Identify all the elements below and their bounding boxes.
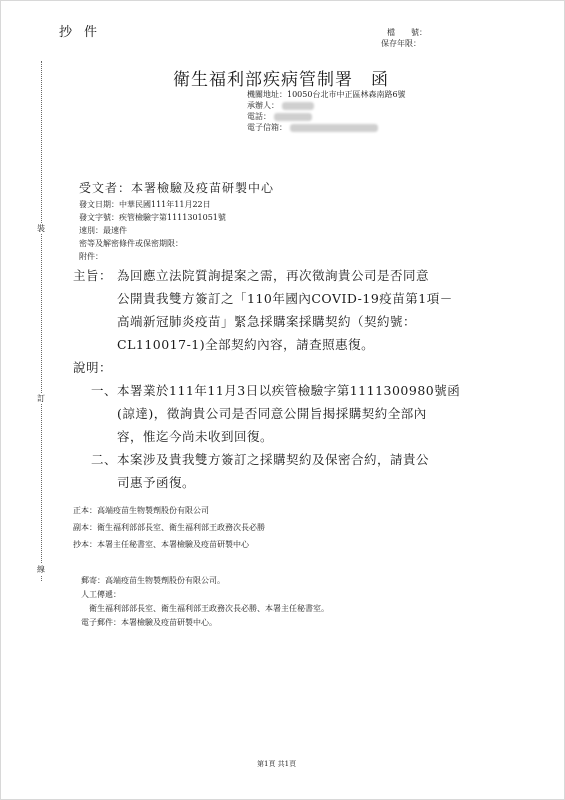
item2-prefix: 二、 [91, 452, 118, 467]
distribution-copy: 副本：衛生福利部部長室、衛生福利部王政務次長必勝 [73, 523, 265, 532]
subject-line: CL110017-1)全部契約內容，請查照惠復。 [117, 337, 375, 352]
document-title: 衛生福利部疾病管制署 函 [173, 70, 389, 90]
subject-line: 公開貴我雙方簽訂之「110年國內COVID-19疫苗第1項－ [117, 291, 453, 306]
org-handler [247, 100, 314, 111]
handler-label: 承辦人： [247, 101, 279, 110]
email-label: 電子信箱： [247, 123, 287, 132]
binding-order-mark: 訂 [37, 394, 45, 403]
delivery-mail: 郵寄：高端疫苗生物製劑股份有限公司。 [81, 576, 225, 585]
org-phone [247, 111, 312, 122]
item1-prefix: 一、 [91, 383, 118, 398]
item1-line: 本署業於111年11月3日以疾管檢驗字第1111300980號函 [117, 383, 461, 398]
delivery-email: 電子郵件：本署檢驗及疫苗研製中心。 [81, 618, 217, 627]
org-email [247, 122, 378, 133]
delivery-manual-label: 人工傳遞： [81, 590, 121, 599]
subject-line: 高端新冠肺炎疫苗」緊急採購案採購契約（契約號： [117, 314, 417, 329]
redacted-phone [274, 113, 312, 121]
doc-number: 發文字號：疾管檢驗字第1111301051號 [79, 213, 226, 222]
copy-label: 抄件 [59, 25, 110, 40]
binding-line [41, 61, 42, 581]
attachment: 附件： [79, 252, 103, 261]
redacted-name [282, 102, 314, 110]
secrecy: 密等及解密條件或保密期限： [79, 239, 183, 248]
item2-line: 司惠予函復。 [117, 475, 196, 490]
item1-line: (諒達)，徵詢貴公司是否同意公開旨揭採購契約全部內 [117, 406, 427, 421]
retention-label: 保存年限： [381, 39, 421, 48]
item2-line: 本案涉及貴我雙方簽訂之採購契約及保密合約，請貴公 [117, 452, 430, 467]
subject-label: 主旨： [73, 268, 113, 283]
item1-line: 容，惟迄今尚未收到回復。 [117, 429, 274, 444]
file-number-label: 檔 號： [387, 28, 427, 37]
explanation-label: 說明： [73, 360, 113, 375]
delivery-manual: 衛生福利部部長室、衛生福利部王政務次長必勝、本署主任秘書室。 [89, 604, 329, 613]
distribution-main: 正本：高端疫苗生物製劑股份有限公司 [73, 506, 209, 515]
distribution-cc: 抄本：本署主任秘書室、本署檢驗及疫苗研製中心 [73, 540, 249, 549]
redacted-email [290, 124, 378, 132]
speed: 速別：最速件 [79, 226, 127, 235]
issue-date: 發文日期：中華民國111年11月22日 [79, 200, 211, 209]
phone-label: 電話： [247, 112, 271, 121]
org-address: 機關地址：10050台北市中正區林森南路6號 [247, 90, 406, 99]
subject-line: 為回應立法院質詢提案之需，再次徵詢貴公司是否同意 [117, 268, 430, 283]
binding-line-mark: 線 [37, 565, 45, 574]
recipient: 受文者：本署檢驗及疫苗研製中心 [79, 181, 275, 195]
binding-seal-mark: 裝 [37, 224, 45, 233]
page-footer: 第1頁 共1頁 [257, 760, 297, 768]
